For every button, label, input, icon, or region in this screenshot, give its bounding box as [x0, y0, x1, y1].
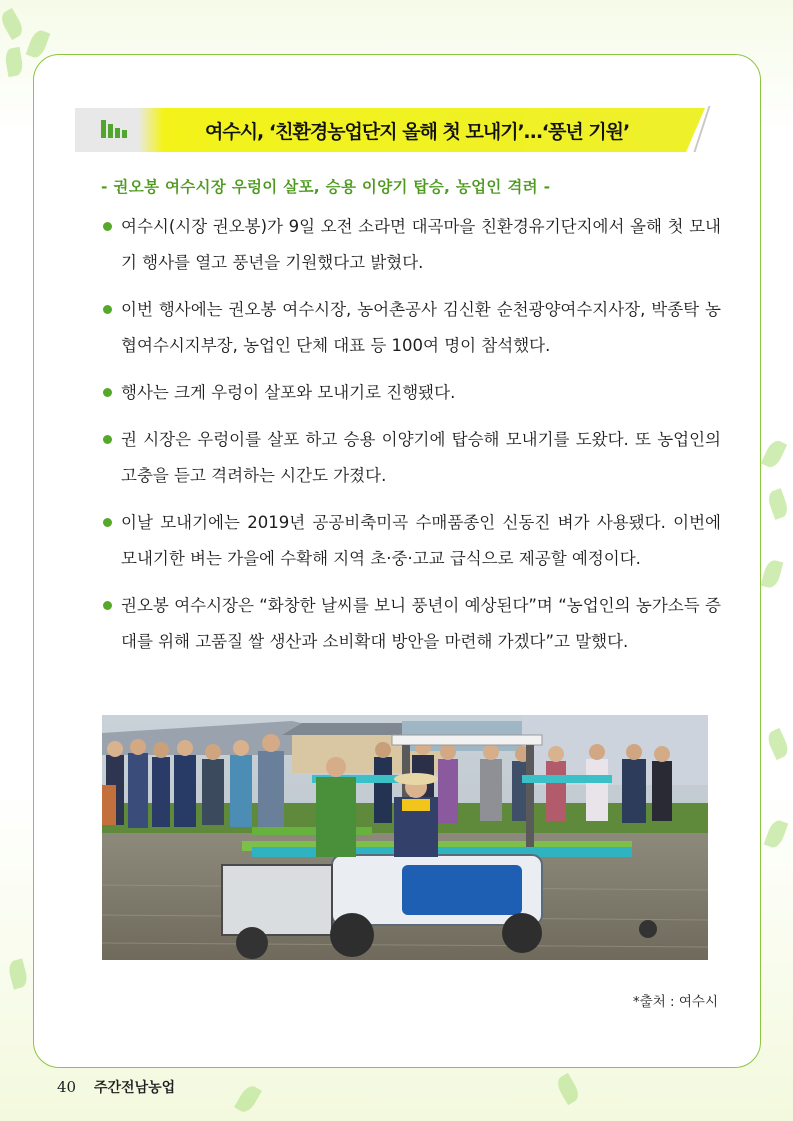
leaf-decoration — [26, 28, 51, 60]
paragraph-text: 권 시장은 우렁이를 살포 하고 승용 이양기에 탑승해 모내기를 도왔다. 또 농업인의 고충을 듣고 격려하는 시간도 가졌다. — [121, 430, 721, 485]
leaf-decoration — [0, 8, 26, 40]
leaf-decoration — [766, 488, 791, 520]
leaf-decoration — [761, 438, 787, 470]
event-photo — [102, 715, 708, 960]
bullet-dot-icon — [103, 601, 112, 610]
article-body — [101, 209, 721, 671]
list-item — [101, 422, 721, 494]
photo-source-caption: *출처 : 여수시 — [632, 994, 718, 1010]
paragraph-text: 이번 행사에는 권오봉 여수시장, 농어촌공사 김신환 순천광양여수지사장, 박종탁 농협여수시지부장, 농업인 단체 대표 등 100여 명이 참석했다. — [121, 300, 721, 355]
paragraph-text: 여수시(시장 권오봉)가 9일 오전 소라면 대곡마을 친환경유기단지에서 올해 첫 모내기 행사를 열고 풍년을 기원했다고 밝혔다. — [121, 217, 721, 272]
leaf-decoration — [7, 958, 30, 989]
paragraph-text: 권오봉 여수시장은 “화창한 날씨를 보니 풍년이 예상된다”며 “농업인의 농가소득 증대를 위해 고품질 쌀 생산과 소비확대 방안을 마련해 가겠다”고 말했다. — [121, 596, 721, 651]
bullet-dot-icon — [103, 435, 112, 444]
paragraph-text: 이날 모내기에는 2019년 공공비축미곡 수매품종인 신동진 벼가 사용됐다. 이번에 모내기한 벼는 가을에 수확해 지역 초·중·고교 급식으로 제공할 예정이다. — [121, 513, 721, 568]
article-title: 여수시, ‘친환경농업단지 올해 첫 모내기’…‘풍년 기원’ — [205, 121, 630, 143]
leaf-decoration — [761, 558, 784, 589]
bullet-dot-icon — [103, 388, 112, 397]
page-number: 40 — [57, 1078, 77, 1096]
leaf-decoration — [765, 728, 791, 760]
bullet-dot-icon — [103, 305, 112, 314]
publication-name: 주간전남농업 — [94, 1080, 176, 1096]
bullet-dot-icon — [103, 518, 112, 527]
list-item — [101, 375, 721, 411]
bullet-dot-icon — [103, 222, 112, 231]
leaf-decoration — [4, 47, 25, 77]
list-item — [101, 588, 721, 660]
article-subtitle: - 권오봉 여수시장 우렁이 살포, 승용 이양기 탑승, 농업인 격려 - — [101, 178, 551, 196]
paragraph-text: 행사는 크게 우렁이 살포와 모내기로 진행됐다. — [121, 383, 456, 402]
leaf-decoration — [554, 1073, 582, 1105]
list-item — [101, 292, 721, 364]
bar-chart-icon — [101, 120, 127, 138]
title-banner — [75, 106, 713, 152]
leaf-decoration — [764, 818, 789, 850]
list-item — [101, 505, 721, 577]
list-item — [101, 209, 721, 281]
leaf-decoration — [234, 1083, 262, 1115]
